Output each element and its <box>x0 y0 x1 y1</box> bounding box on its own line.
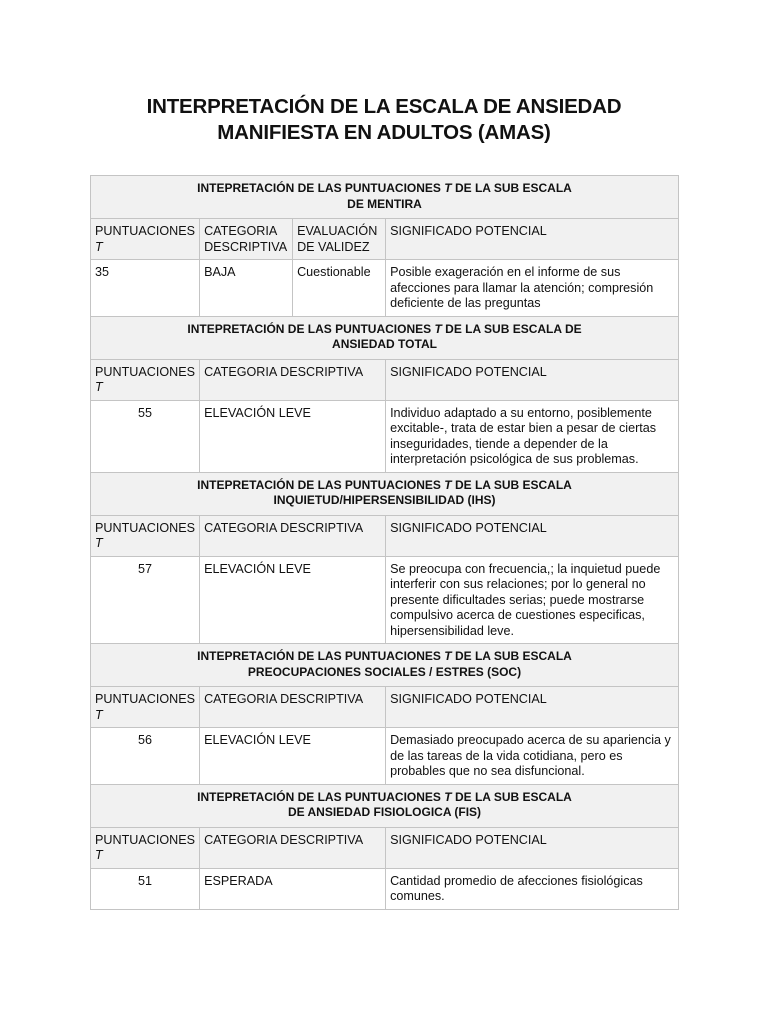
section-heading-ihs <box>91 472 679 515</box>
cell-evaluacion: Cuestionable <box>293 260 386 317</box>
cell-score: 56 <box>91 728 200 785</box>
heading-t: T <box>444 789 452 804</box>
cell-score: 57 <box>91 556 200 644</box>
interpretation-table <box>90 175 679 910</box>
column-header-row <box>91 687 679 728</box>
cell-categoria: ELEVACIÓN LEVE <box>200 556 386 644</box>
heading-subscale: DE MENTIRA <box>347 196 422 211</box>
page-title <box>0 94 768 146</box>
header-categoria: CATEGORIA DESCRIPTIVA <box>200 687 386 728</box>
header-label: PUNTUACIONES <box>95 692 196 706</box>
heading-text: DE LA SUB ESCALA DE <box>441 321 582 336</box>
heading-text: INTEPRETACIÓN DE LAS PUNTUACIONES <box>197 789 445 804</box>
cell-significado: Demasiado preocupado acerca de su apariencia y de las tareas de la vida cotidiana, pero es probables que no sea disfuncional. <box>386 728 679 785</box>
section-heading-fis <box>91 784 679 827</box>
header-significado: SIGNIFICADO POTENCIAL <box>386 515 679 556</box>
table-row <box>91 556 679 644</box>
table-row <box>91 260 679 317</box>
heading-text: INTEPRETACIÓN DE LAS PUNTUACIONES <box>197 477 445 492</box>
header-t: T <box>95 536 103 550</box>
header-significado: SIGNIFICADO POTENCIAL <box>386 219 679 260</box>
column-header-row <box>91 359 679 400</box>
heading-subscale: ANSIEDAD TOTAL <box>332 337 437 351</box>
cell-score: 55 <box>91 400 200 472</box>
header-categoria: CATEGORIA DESCRIPTIVA <box>200 219 293 260</box>
column-header-row <box>91 515 679 556</box>
heading-text: DE LA SUB ESCALA <box>451 477 572 492</box>
header-significado: SIGNIFICADO POTENCIAL <box>386 687 679 728</box>
column-header-row <box>91 219 679 260</box>
header-significado: SIGNIFICADO POTENCIAL <box>386 827 679 868</box>
heading-t: T <box>434 321 442 336</box>
heading-t: T <box>444 477 452 492</box>
heading-subscale: DE ANSIEDAD FISIOLOGICA (FIS) <box>287 805 482 819</box>
cell-significado: Individuo adaptado a su entorno, posiblemente excitable-, trata de estar bien a pesar de ciertas inseguridades, tiende a depender de la interpretación psicológica de sus problemas. <box>386 400 679 472</box>
header-label: PUNTUACIONES <box>95 224 196 238</box>
header-label: PUNTUACIONES <box>95 832 196 847</box>
cell-score: 35 <box>91 260 200 317</box>
header-puntuaciones <box>91 219 200 260</box>
cell-significado: Posible exageración en el informe de sus afecciones para llamar la atención; compresión deficiente de las preguntas <box>386 260 679 317</box>
heading-subscale: INQUIETUD/HIPERSENSIBILIDAD (IHS) <box>273 493 496 507</box>
header-significado: SIGNIFICADO POTENCIAL <box>386 359 679 400</box>
cell-categoria: BAJA <box>200 260 293 317</box>
heading-text: DE LA SUB ESCALA <box>451 181 572 195</box>
header-puntuaciones <box>91 827 200 868</box>
cell-categoria: ESPERADA <box>200 868 386 909</box>
heading-t: T <box>444 649 452 663</box>
heading-subscale: PREOCUPACIONES SOCIALES / ESTRES (SOC) <box>247 664 522 679</box>
header-puntuaciones <box>91 687 200 728</box>
header-label: PUNTUACIONES <box>95 364 196 379</box>
page-title-line-1: INTERPRETACIÓN DE LA ESCALA DE ANSIEDAD <box>146 95 622 118</box>
table-row <box>91 400 679 472</box>
header-categoria: CATEGORIA DESCRIPTIVA <box>200 359 386 400</box>
cell-significado: Cantidad promedio de afecciones fisiológicas comunes. <box>386 868 679 909</box>
cell-score: 51 <box>91 868 200 909</box>
heading-text: INTEPRETACIÓN DE LAS PUNTUACIONES <box>197 649 445 663</box>
cell-categoria: ELEVACIÓN LEVE <box>200 400 386 472</box>
page-title-line-2: MANIFIESTA EN ADULTOS (AMAS) <box>217 121 551 144</box>
header-t: T <box>95 380 103 394</box>
header-categoria: CATEGORIA DESCRIPTIVA <box>200 515 386 556</box>
heading-text: DE LA SUB ESCALA <box>451 649 572 663</box>
heading-text: INTEPRETACIÓN DE LAS PUNTUACIONES <box>197 181 445 195</box>
header-label: PUNTUACIONES <box>95 520 196 535</box>
cell-significado: Se preocupa con frecuencia,; la inquietud puede interferir con sus relaciones; por lo general no presente dificultades serias; puede mostrarse compulsivo acerca de cuestiones especificas, hipersensibilidad leve. <box>386 556 679 644</box>
section-heading-soc <box>91 644 679 687</box>
heading-t: T <box>444 181 452 195</box>
header-evaluacion: EVALUACIÓN DE VALIDEZ <box>293 219 386 260</box>
heading-text: DE LA SUB ESCALA <box>451 789 572 804</box>
section-heading-ansiedad-total <box>91 316 679 359</box>
header-puntuaciones <box>91 515 200 556</box>
header-t: T <box>95 707 103 722</box>
header-t: T <box>95 848 103 862</box>
header-puntuaciones <box>91 359 200 400</box>
header-categoria: CATEGORIA DESCRIPTIVA <box>200 827 386 868</box>
heading-text: INTEPRETACIÓN DE LAS PUNTUACIONES <box>187 321 435 336</box>
cell-categoria: ELEVACIÓN LEVE <box>200 728 386 785</box>
table-row <box>91 868 679 909</box>
column-header-row <box>91 827 679 868</box>
section-heading-mentira <box>91 176 679 219</box>
header-t: T <box>95 239 103 254</box>
table-row <box>91 728 679 785</box>
